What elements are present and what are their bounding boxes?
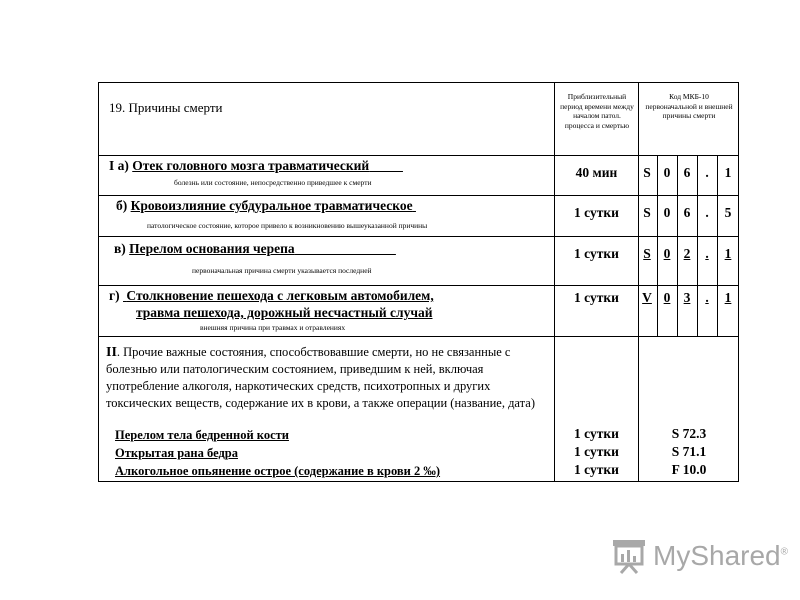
icd-code: S 71.1 [671, 444, 707, 459]
diagnosis: Отек головного мозга травматический [132, 158, 370, 173]
row-label: б) [116, 198, 128, 213]
interval-value: 40 мин [575, 165, 618, 180]
code-digit: 1 [724, 246, 732, 261]
column-divider [554, 83, 555, 481]
code-digit: . [705, 165, 709, 180]
interval-value: 1 сутки [574, 462, 619, 477]
code-digit: 0 [663, 290, 671, 305]
code-digit-divider [677, 155, 678, 336]
diagnosis: Перелом основания черепа [129, 241, 295, 256]
diagnosis: Кровоизлияние субдуральное травматическое [130, 198, 413, 213]
watermark [607, 538, 788, 580]
icd-code: S 72.3 [671, 426, 707, 441]
cause-row-b [116, 198, 416, 214]
code-digit: 5 [724, 205, 732, 220]
code-digit: 0 [663, 165, 671, 180]
code-digit: 1 [724, 290, 732, 305]
interval-value: 1 сутки [574, 290, 619, 305]
row-note: патологическое состояние, которое привело к возникновению вышеуказанной причины [147, 221, 428, 230]
row-note: первоначальная причина смерти указывается последней [192, 266, 372, 275]
row-divider [99, 236, 738, 237]
code-digit: 0 [663, 246, 671, 261]
watermark-text: MyShared® [653, 540, 788, 571]
interval-column-header: Приблизительный период времени между началом патол. процесса и смертью [560, 92, 634, 130]
row-divider [99, 155, 738, 156]
row-divider [99, 285, 738, 286]
row-divider [99, 195, 738, 196]
row-note: внешняя причина при травмах и отравлениях [200, 323, 346, 332]
code-digit: 2 [683, 246, 691, 261]
code-digit: . [705, 246, 709, 261]
code-digit: V [642, 290, 652, 305]
row-divider [99, 336, 738, 337]
other-condition: Открытая рана бедра [115, 446, 238, 460]
code-digit: 6 [683, 165, 691, 180]
code-digit: S [643, 246, 651, 261]
code-digit: S [643, 165, 651, 180]
presentation-board-icon [607, 538, 651, 574]
code-digit: 0 [663, 205, 671, 220]
cause-row-g [109, 288, 434, 304]
code-digit: 1 [724, 165, 732, 180]
code-digit: . [705, 290, 709, 305]
part-two-description: II. Прочие важные состояния, способствовавшие смерти, но не связанные с болезнью или патологическим состоянием, приведшим к ней, включая употребление алкоголя, наркотических средств, психотропных и других токсических веществ, содержание их в крови, а также операции (название, дата) [106, 345, 535, 410]
icd-code: F 10.0 [671, 462, 707, 477]
interval-value: 1 сутки [574, 444, 619, 459]
row-note: болезнь или состояние, непосредственно приведшее к смерти [174, 178, 372, 187]
diagnosis-continued: травма пешехода, дорожный несчастный случай [136, 305, 433, 320]
code-digit: S [643, 205, 651, 220]
code-column-header: Код МКБ-10 первоначальной и внешней причины смерти [645, 92, 733, 120]
interval-value: 1 сутки [574, 205, 619, 220]
code-digit-divider [717, 155, 718, 336]
diagnosis: Столкновение пешехода с легковым автомобилем, [126, 288, 434, 303]
interval-value: 1 сутки [574, 246, 619, 261]
section-title: 19. Причины смерти [109, 100, 223, 115]
code-digit: 6 [683, 205, 691, 220]
causes-of-death-table [98, 82, 739, 482]
row-label: I а) [109, 158, 129, 173]
interval-value: 1 сутки [574, 426, 619, 441]
row-label: в) [114, 241, 126, 256]
other-condition: Перелом тела бедренной кости [115, 428, 289, 442]
other-condition: Алкогольное опьянение острое (содержание в крови 2 ‰) [115, 464, 441, 478]
row-label: г) [109, 288, 120, 303]
cause-row-v [114, 241, 396, 257]
code-digit-divider [697, 155, 698, 336]
code-digit: . [705, 205, 709, 220]
cause-row-a [109, 158, 403, 174]
code-digit-divider [657, 155, 658, 336]
column-divider [638, 83, 639, 481]
code-digit: 3 [683, 290, 691, 305]
